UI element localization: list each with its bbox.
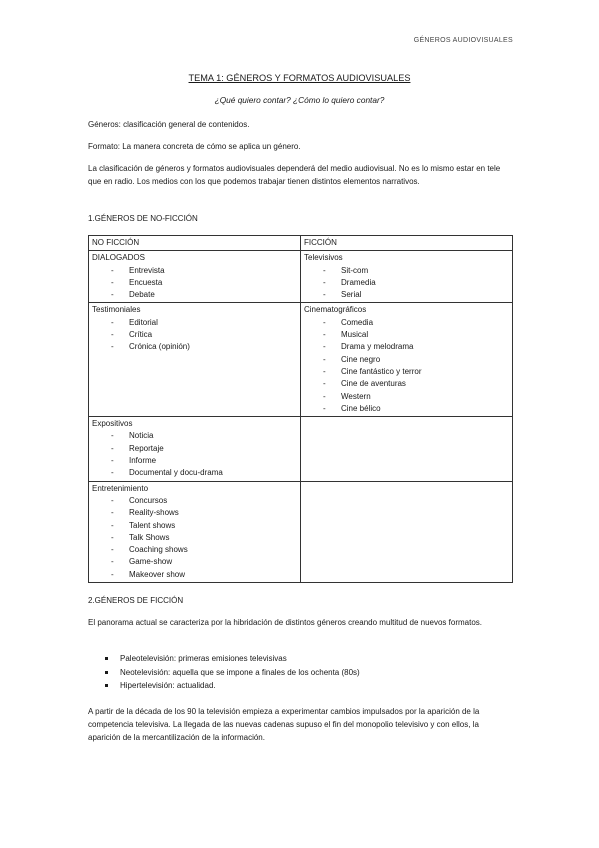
list-item: - Cine fantástico y terror bbox=[304, 366, 507, 378]
table-cell-no-ficcion bbox=[89, 417, 301, 481]
list-item: Paleotelevisión: primeras emisiones televisivas bbox=[104, 652, 360, 666]
genres-table bbox=[88, 235, 513, 583]
list-item: - Serial bbox=[304, 289, 507, 301]
table-cell-no-ficcion bbox=[89, 303, 301, 417]
list-item: - Documental y docu-drama bbox=[92, 467, 295, 479]
list-item: - Game-show bbox=[92, 556, 295, 568]
genre-group-title: Testimoniales bbox=[92, 305, 141, 315]
section2-paragraph: El panorama actual se caracteriza por la hibridación de distintos géneros creando multitud de nuevos formatos. bbox=[88, 618, 482, 627]
table-row bbox=[89, 303, 513, 417]
section-heading-ficcion: 2.GÉNEROS DE FICCIÓN bbox=[88, 596, 184, 605]
list-item: - Dramedia bbox=[304, 277, 507, 289]
table-cell-ficcion bbox=[301, 481, 513, 582]
genre-list bbox=[92, 317, 295, 354]
list-item: - Cine negro bbox=[304, 354, 507, 366]
list-item: - Western bbox=[304, 391, 507, 403]
list-item: - Talk Shows bbox=[92, 532, 295, 544]
genre-group-title: Expositivos bbox=[92, 419, 133, 429]
table-cell-no-ficcion bbox=[89, 251, 301, 303]
list-item: Hipertelevisión: actualidad. bbox=[104, 679, 360, 693]
running-header: GÉNEROS AUDIOVISUALES bbox=[413, 37, 513, 44]
table-row bbox=[89, 417, 513, 481]
genre-group-title: Televisivos bbox=[304, 253, 343, 263]
list-item: - Talent shows bbox=[92, 520, 295, 532]
table-cell-ficcion bbox=[301, 417, 513, 481]
genre-list bbox=[92, 265, 295, 302]
intro-paragraph: La clasificación de géneros y formatos audiovisuales dependerá del medio audiovisual. No es lo mismo estar en tele que en radio. Los medios con los que podemos trabajar tienen distintos elementos narrativos. bbox=[88, 164, 501, 186]
list-item: - Editorial bbox=[92, 317, 295, 329]
genre-group-title: DIALOGADOS bbox=[92, 253, 145, 263]
list-item: - Drama y melodrama bbox=[304, 341, 507, 353]
list-item: - Musical bbox=[304, 329, 507, 341]
genre-list bbox=[92, 430, 295, 479]
table-cell-no-ficcion bbox=[89, 481, 301, 582]
list-item: - Encuesta bbox=[92, 277, 295, 289]
list-item: - Sit-com bbox=[304, 265, 507, 277]
table-row bbox=[89, 481, 513, 582]
table-cell-ficcion bbox=[301, 303, 513, 417]
section-heading-no-ficcion: 1.GÉNEROS DE NO-FICCIÓN bbox=[88, 214, 198, 223]
table-row bbox=[89, 251, 513, 303]
closing-paragraph: A partir de la década de los 90 la televisión empieza a experimentar cambios impulsados por la aparición de la competencia televisiva. La llegada de las nuevas cadenas supuso el fin del monopolio televisivo y con ellos, la aparición de la mercantilización de la información. bbox=[88, 707, 480, 742]
genre-group-title: Cinematográficos bbox=[304, 305, 367, 315]
page-title: TEMA 1: GÉNEROS Y FORMATOS AUDIOVISUALES bbox=[188, 73, 411, 83]
table-cell-ficcion bbox=[301, 251, 513, 303]
definition-generos: Géneros: clasificación general de contenidos. bbox=[88, 120, 250, 129]
page-subtitle: ¿Qué quiero contar? ¿Cómo lo quiero contar? bbox=[214, 95, 385, 105]
list-item: - Reality-shows bbox=[92, 507, 295, 519]
list-item: - Cine bélico bbox=[304, 403, 507, 415]
list-item: - Crítica bbox=[92, 329, 295, 341]
list-item: - Coaching shows bbox=[92, 544, 295, 556]
list-item: - Makeover show bbox=[92, 569, 295, 581]
list-item: - Entrevista bbox=[92, 265, 295, 277]
list-item: - Debate bbox=[92, 289, 295, 301]
table-header-no-ficcion: NO FICCIÓN bbox=[89, 236, 301, 251]
table-header-ficcion: FICCIÓN bbox=[301, 236, 513, 251]
table-header-row bbox=[89, 236, 513, 251]
list-item: - Comedia bbox=[304, 317, 507, 329]
genre-group-title: Entretenimiento bbox=[92, 483, 149, 493]
list-item: - Cine de aventuras bbox=[304, 378, 507, 390]
list-item: - Reportaje bbox=[92, 443, 295, 455]
list-item: - Concursos bbox=[92, 495, 295, 507]
list-item: Neotelevisión: aquella que se impone a finales de los ochenta (80s) bbox=[104, 666, 360, 680]
genre-list bbox=[304, 265, 507, 302]
list-item: - Crónica (opinión) bbox=[92, 341, 295, 353]
genre-list bbox=[92, 495, 295, 581]
genre-list bbox=[304, 317, 507, 415]
definition-formato: Formato: La manera concreta de cómo se aplica un género. bbox=[88, 142, 301, 151]
list-item: - Informe bbox=[92, 455, 295, 467]
list-item: - Noticia bbox=[92, 430, 295, 442]
tv-eras-list bbox=[104, 652, 360, 693]
